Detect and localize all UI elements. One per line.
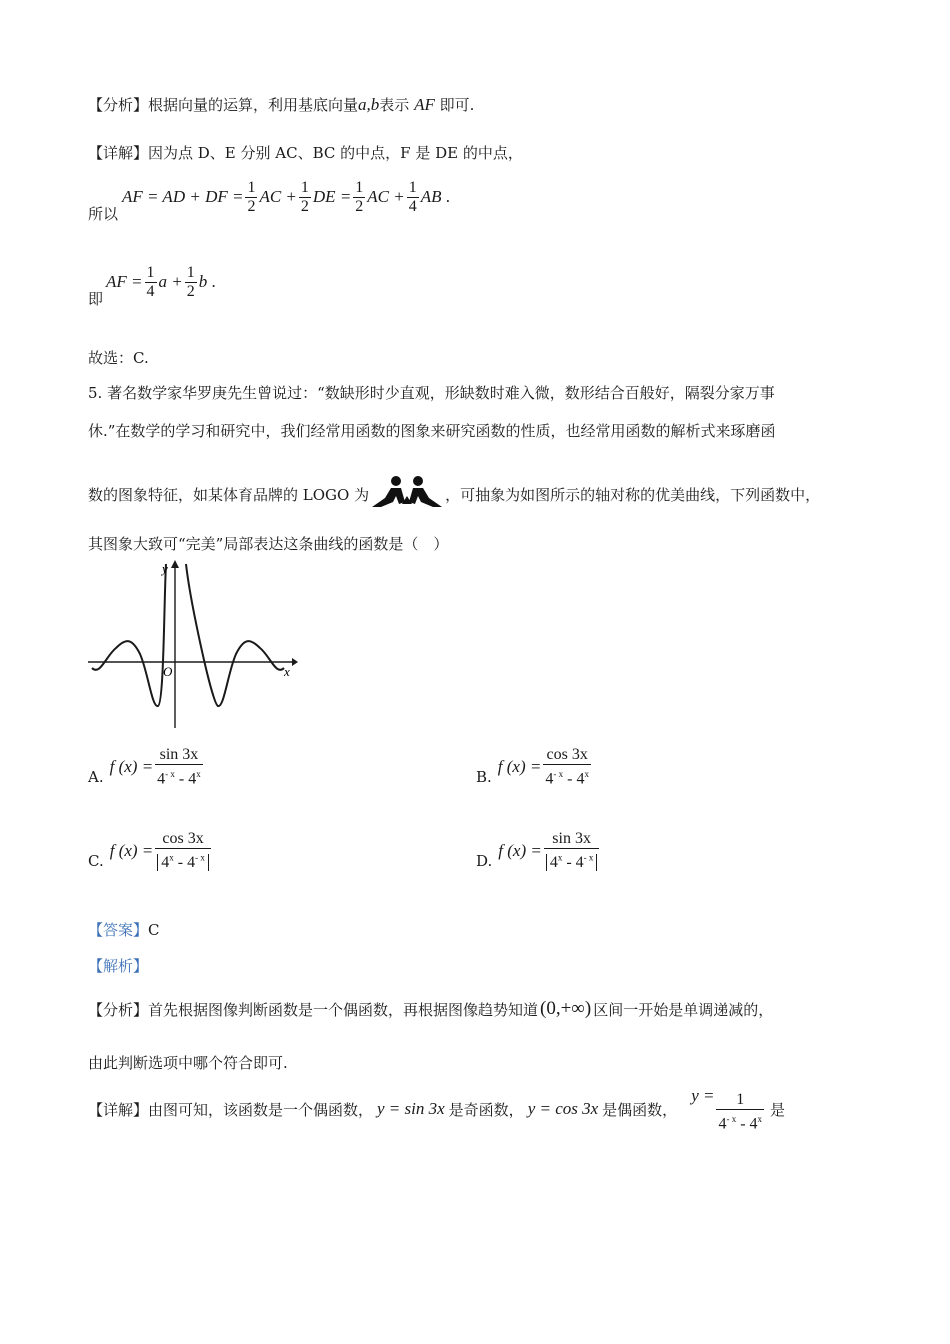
eq2-lhs: AF = bbox=[106, 272, 143, 291]
option-b-lhs: f (x) = bbox=[497, 757, 542, 777]
target-vector: AF bbox=[414, 95, 435, 114]
period: . bbox=[207, 272, 216, 291]
so-label: 所以 bbox=[88, 205, 119, 223]
option-c[interactable] bbox=[88, 830, 213, 872]
fraction-quarter: $\frac{1}{4}$ bbox=[146, 263, 155, 300]
detail2-line: 【详解】由图可知，该函数是一个偶函数， y = sin 3x 是奇函数， y = cos 3x 是偶函数， y = $\frac{1}{4^{- x} - 4^x}$ 是 bbox=[88, 1086, 786, 1133]
jiexi-label: 【解析】 bbox=[88, 957, 149, 975]
y-expression: y = bbox=[691, 1086, 715, 1105]
choice-line: 故选：C. bbox=[88, 349, 149, 367]
option-d-fraction: $\frac{\sin 3x}{4^x - 4^{- x}}$ bbox=[544, 830, 600, 872]
analysis-mid: 表示 bbox=[379, 96, 410, 114]
answer-value: C bbox=[148, 921, 160, 939]
term-a: a + bbox=[158, 272, 183, 291]
answer-label: 【答案】 bbox=[88, 921, 149, 939]
equation-vector-sum bbox=[122, 175, 450, 219]
equation-af bbox=[106, 260, 216, 304]
question-line-3: 数的图象特征，如某体育品牌的 LOGO 为 ，可抽象为如图所示的轴对称的优美曲线，下列函数中， bbox=[88, 474, 820, 514]
fraction-half: $\frac{1}{2}$ bbox=[186, 263, 195, 300]
option-b[interactable] bbox=[476, 746, 593, 788]
interval: (0,+∞) bbox=[540, 998, 592, 1019]
fraction-half: $\frac{1}{2}$ bbox=[247, 178, 256, 215]
fraction-half: $\frac{1}{2}$ bbox=[355, 178, 364, 215]
question-line-2: 休.”在数学的学习和研究中，我们经常用函数的图象来研究函数的性质，也经常用函数的解析式来琢磨函 bbox=[88, 422, 776, 440]
answer-line bbox=[88, 919, 160, 940]
fraction-half: $\frac{1}{2}$ bbox=[300, 178, 309, 215]
option-d[interactable] bbox=[476, 830, 601, 872]
option-c-fraction: $\frac{\cos 3x}{4^x - 4^{- x}}$ bbox=[155, 830, 211, 872]
detail-line: 【详解】因为点 D、E 分别 AC、BC 的中点，F 是 DE 的中点， bbox=[88, 144, 523, 162]
y-axis-arrow bbox=[171, 560, 179, 568]
question-line-4: 其图象大致可“完美”局部表达这条曲线的函数是（ ） bbox=[88, 535, 449, 553]
analysis2-line-2: 由此判断选项中哪个符合即可. bbox=[88, 1054, 288, 1072]
analysis-line bbox=[88, 94, 474, 115]
option-b-label: B. bbox=[476, 768, 492, 787]
option-a-label: A. bbox=[88, 768, 104, 787]
question-line-1: 5. 著名数学家华罗庚先生曾说过：“数缺形时少直观，形缺数时难入微，数形结合百般好，隔裂分家万事 bbox=[88, 384, 775, 402]
fraction-quarter: $\frac{1}{4}$ bbox=[408, 178, 417, 215]
cos-expression: y = cos 3x bbox=[527, 1099, 599, 1118]
analysis-prefix: 【分析】根据向量的运算，利用基底向量 bbox=[88, 96, 359, 114]
eq1-lhs: AF = AD + DF = bbox=[122, 187, 244, 206]
ji-label: 即 bbox=[88, 290, 104, 308]
function-graph bbox=[86, 560, 298, 732]
analysis2-line-1: 【分析】首先根据图像判断函数是一个偶函数，再根据图像趋势知道 (0,+∞) 区间一开始是单调递减的， bbox=[88, 998, 774, 1019]
x-axis-arrow bbox=[292, 658, 298, 666]
period: . bbox=[441, 187, 451, 206]
origin-label: O bbox=[163, 664, 173, 679]
analysis-suffix: 即可. bbox=[439, 96, 475, 114]
option-c-label: C. bbox=[88, 852, 104, 871]
option-a-lhs: f (x) = bbox=[109, 757, 154, 777]
term-ac: AC + bbox=[259, 187, 297, 206]
term-ac2: AC + bbox=[367, 187, 405, 206]
kappa-logo-icon bbox=[369, 474, 445, 514]
option-d-lhs: f (x) = bbox=[498, 841, 542, 861]
option-a[interactable] bbox=[88, 746, 205, 788]
option-a-fraction: $\frac{\sin 3x}{4^{- x} - 4^x}$ bbox=[157, 746, 201, 788]
term-ab: AB bbox=[420, 187, 442, 206]
option-c-lhs: f (x) = bbox=[109, 841, 154, 861]
curve bbox=[186, 564, 284, 706]
y-axis-label: y bbox=[162, 561, 168, 576]
basis-vectors: a,b bbox=[358, 95, 380, 114]
x-axis-label: x bbox=[284, 664, 290, 679]
option-d-label: D. bbox=[476, 852, 493, 871]
y-fraction: $\frac{1}{4^{- x} - 4^x}$ bbox=[718, 1090, 763, 1133]
sin-expression: y = sin 3x bbox=[377, 1099, 445, 1118]
term-de: DE = bbox=[312, 187, 352, 206]
term-b: b bbox=[198, 272, 208, 291]
option-b-fraction: $\frac{\cos 3x}{4^{- x} - 4^x}$ bbox=[545, 746, 589, 788]
curve bbox=[92, 564, 166, 706]
